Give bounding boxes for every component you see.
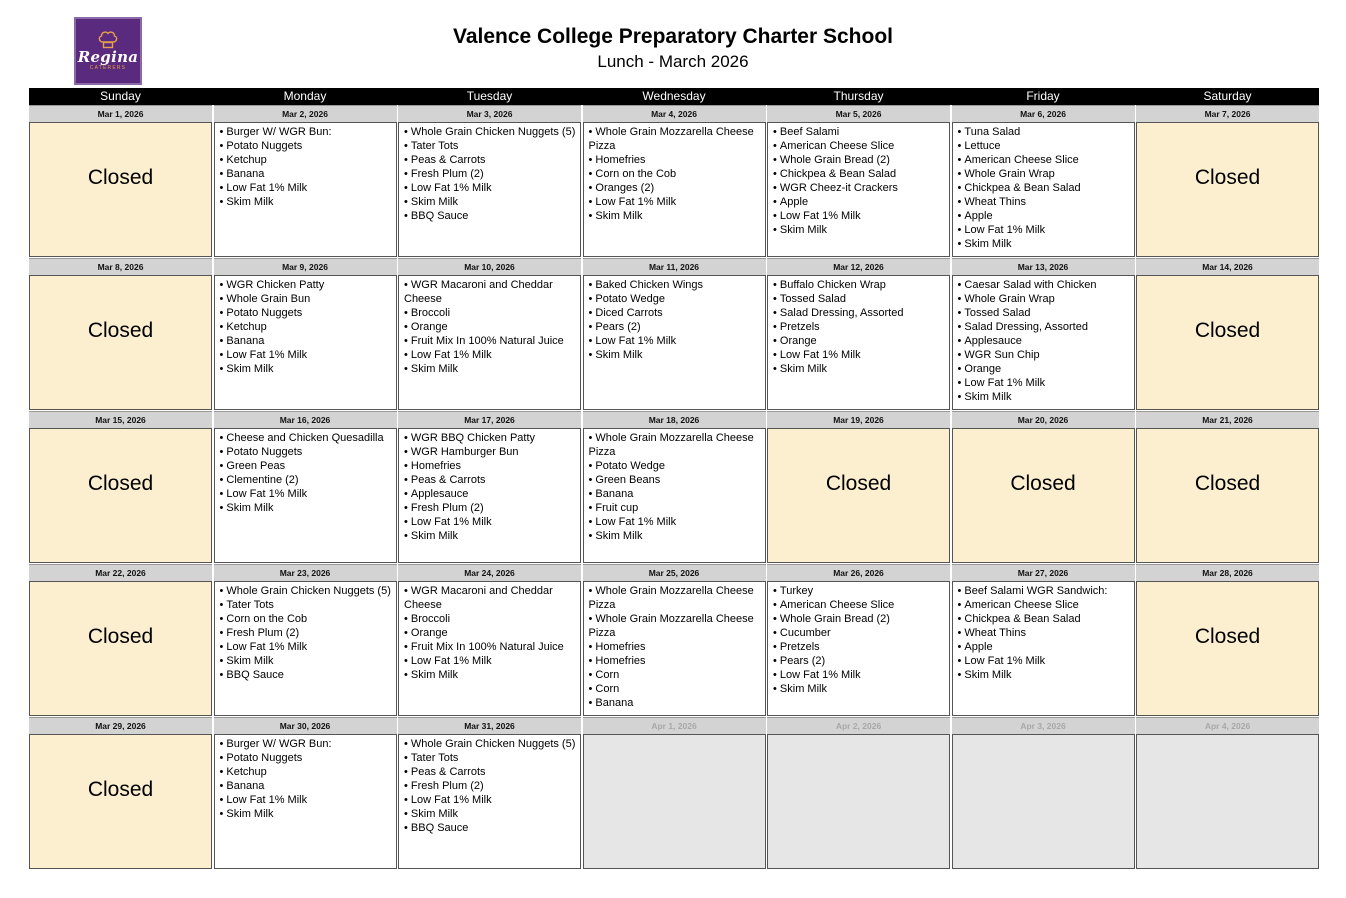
calendar-day-cell <box>398 564 581 717</box>
menu-item: • Tossed Salad <box>958 306 1130 320</box>
menu-item: • Skim Milk <box>589 348 761 362</box>
closed-label: Closed <box>87 165 154 189</box>
day-date-label: Mar 8, 2026 <box>29 258 212 275</box>
menu-item-list <box>215 582 396 682</box>
menu-item: • Low Fat 1% Milk <box>220 640 392 654</box>
menu-item: • BBQ Sauce <box>404 209 576 223</box>
menu-item: • Homefries <box>589 153 761 167</box>
menu-item: • Low Fat 1% Milk <box>958 376 1130 390</box>
menu-item: • Baked Chicken Wings <box>589 278 761 292</box>
menu-item: • Buffalo Chicken Wrap <box>773 278 945 292</box>
closed-label: Closed <box>1010 471 1076 495</box>
calendar-day-cell <box>214 717 397 870</box>
menu-item: • Low Fat 1% Milk <box>589 515 761 529</box>
day-date-label: Mar 6, 2026 <box>952 105 1135 122</box>
day-date-label: Mar 22, 2026 <box>29 564 212 581</box>
menu-item: • Fruit Mix In 100% Natural Juice <box>404 640 576 654</box>
menu-item: • Apple <box>773 195 945 209</box>
day-date-label: Mar 23, 2026 <box>214 564 397 581</box>
page-title: Valence College Preparatory Charter School <box>453 25 893 48</box>
menu-item: • Peas & Carrots <box>404 473 576 487</box>
calendar-day-cell <box>952 564 1135 717</box>
menu-item-list <box>399 276 580 376</box>
menu-item-list <box>399 735 580 835</box>
menu-item: • Oranges (2) <box>589 181 761 195</box>
menu-item: • Homefries <box>589 654 761 668</box>
calendar-day-cell <box>1136 105 1319 258</box>
menu-item: • Low Fat 1% Milk <box>958 223 1130 237</box>
menu-item: • Salad Dressing, Assorted <box>773 306 945 320</box>
menu-item: • Turkey <box>773 584 945 598</box>
closed-day-body <box>1136 581 1319 716</box>
menu-item: • Pears (2) <box>773 654 945 668</box>
calendar-day-cell <box>583 411 766 564</box>
menu-item: • WGR Macaroni and Cheddar Cheese <box>404 278 576 306</box>
menu-item: • American Cheese Slice <box>958 153 1130 167</box>
day-date-label: Mar 4, 2026 <box>583 105 766 122</box>
menu-item: • Skim Milk <box>220 501 392 515</box>
menu-item: • Low Fat 1% Milk <box>773 668 945 682</box>
day-date-label: Mar 21, 2026 <box>1136 411 1319 428</box>
closed-label: Closed <box>1194 318 1261 342</box>
menu-item: • Clementine (2) <box>220 473 392 487</box>
menu-item: • Skim Milk <box>404 668 576 682</box>
menu-item-list <box>215 276 396 376</box>
outside-month-body <box>583 734 766 869</box>
menu-item: • Fruit cup <box>589 501 761 515</box>
menu-item: • Chickpea & Bean Salad <box>958 181 1130 195</box>
day-date-label: Mar 11, 2026 <box>583 258 766 275</box>
day-date-label: Mar 15, 2026 <box>29 411 212 428</box>
calendar-day-cell <box>29 717 212 870</box>
menu-item: • Potato Nuggets <box>220 306 392 320</box>
menu-item: • American Cheese Slice <box>773 598 945 612</box>
menu-item: • Skim Milk <box>773 682 945 696</box>
closed-day-body <box>1136 428 1319 563</box>
closed-label: Closed <box>1194 471 1261 495</box>
menu-item: • Peas & Carrots <box>404 765 576 779</box>
menu-item: • Ketchup <box>220 320 392 334</box>
menu-item: • Broccoli <box>404 306 576 320</box>
menu-item: • Low Fat 1% Milk <box>404 348 576 362</box>
menu-item: • Orange <box>404 320 576 334</box>
menu-item: • Tater Tots <box>404 751 576 765</box>
menu-day-body <box>214 122 397 257</box>
menu-item: • Pretzels <box>773 640 945 654</box>
menu-day-body <box>214 581 397 716</box>
calendar-day-cell <box>398 717 581 870</box>
day-date-label: Mar 16, 2026 <box>214 411 397 428</box>
closed-day-body <box>1136 122 1319 257</box>
menu-item: • Fresh Plum (2) <box>404 501 576 515</box>
menu-day-body <box>398 122 581 257</box>
menu-item: • Potato Wedge <box>589 292 761 306</box>
menu-item: • WGR Sun Chip <box>958 348 1130 362</box>
menu-item: • Corn on the Cob <box>589 167 761 181</box>
menu-item: • Low Fat 1% Milk <box>589 195 761 209</box>
menu-item-list <box>953 276 1134 404</box>
day-date-label: Mar 29, 2026 <box>29 717 212 734</box>
menu-day-body <box>583 581 766 716</box>
menu-item-list <box>215 123 396 209</box>
closed-day-body <box>29 122 212 257</box>
outside-month-body <box>1136 734 1319 869</box>
day-date-label: Mar 1, 2026 <box>29 105 212 122</box>
menu-day-body <box>583 122 766 257</box>
menu-item: • Fresh Plum (2) <box>404 779 576 793</box>
calendar-weeks <box>29 105 1319 870</box>
calendar-day-cell <box>583 717 766 870</box>
menu-item-list <box>399 123 580 223</box>
menu-day-body <box>398 734 581 869</box>
menu-item: • Caesar Salad with Chicken <box>958 278 1130 292</box>
menu-item: • Low Fat 1% Milk <box>220 181 392 195</box>
closed-label: Closed <box>87 777 154 801</box>
closed-day-body <box>29 275 212 410</box>
day-date-label: Mar 20, 2026 <box>952 411 1135 428</box>
day-date-label: Mar 31, 2026 <box>398 717 581 734</box>
menu-item: • Chickpea & Bean Salad <box>958 612 1130 626</box>
menu-item: • Whole Grain Mozzarella Cheese Pizza <box>589 431 761 459</box>
menu-item-list <box>399 582 580 682</box>
calendar-day-cell <box>952 717 1135 870</box>
menu-item-list <box>768 123 949 237</box>
menu-item: • Whole Grain Chicken Nuggets (5) <box>404 737 576 751</box>
weekday-friday: Friday <box>1026 89 1060 103</box>
menu-item: • Whole Grain Bun <box>220 292 392 306</box>
calendar-day-cell <box>1136 411 1319 564</box>
menu-item: • Orange <box>958 362 1130 376</box>
menu-item: • Low Fat 1% Milk <box>404 793 576 807</box>
calendar-week-row <box>29 105 1319 258</box>
menu-item: • Whole Grain Chicken Nuggets (5) <box>404 125 576 139</box>
menu-item: • Skim Milk <box>404 529 576 543</box>
calendar-day-cell <box>214 105 397 258</box>
menu-item: • Skim Milk <box>220 195 392 209</box>
weekday-header-row <box>29 88 1319 105</box>
day-date-label: Mar 7, 2026 <box>1136 105 1319 122</box>
menu-day-body <box>398 581 581 716</box>
menu-day-body <box>398 275 581 410</box>
weekday-wednesday: Wednesday <box>642 89 706 103</box>
menu-item: • Tater Tots <box>220 598 392 612</box>
weekday-thursday: Thursday <box>833 89 884 103</box>
menu-item: • Whole Grain Bread (2) <box>773 612 945 626</box>
menu-item: • WGR Macaroni and Cheddar Cheese <box>404 584 576 612</box>
menu-item: • WGR Chicken Patty <box>220 278 392 292</box>
day-date-label: Apr 2, 2026 <box>767 717 950 734</box>
calendar-day-cell <box>767 105 950 258</box>
menu-item: • Applesauce <box>958 334 1130 348</box>
day-date-label: Mar 30, 2026 <box>214 717 397 734</box>
menu-item: • Low Fat 1% Milk <box>404 181 576 195</box>
calendar-week-row <box>29 564 1319 717</box>
menu-item: • Cucumber <box>773 626 945 640</box>
menu-item: • Low Fat 1% Milk <box>773 209 945 223</box>
menu-item-list <box>953 123 1134 251</box>
menu-item: • Low Fat 1% Milk <box>220 793 392 807</box>
closed-label: Closed <box>87 624 154 648</box>
menu-item: • Skim Milk <box>958 668 1130 682</box>
menu-item-list <box>768 582 949 696</box>
menu-item: • Potato Nuggets <box>220 751 392 765</box>
closed-day-body <box>29 734 212 869</box>
menu-item-list <box>399 429 580 543</box>
day-date-label: Mar 25, 2026 <box>583 564 766 581</box>
menu-item: • Skim Milk <box>773 223 945 237</box>
menu-day-body <box>952 275 1135 410</box>
calendar-day-cell <box>952 105 1135 258</box>
menu-item: • Low Fat 1% Milk <box>220 348 392 362</box>
menu-item: • Burger W/ WGR Bun: <box>220 125 392 139</box>
menu-item: • Fresh Plum (2) <box>404 167 576 181</box>
closed-day-body <box>767 428 950 563</box>
menu-item: • WGR Cheez-it Crackers <box>773 181 945 195</box>
menu-item: • Banana <box>220 334 392 348</box>
day-date-label: Apr 3, 2026 <box>952 717 1135 734</box>
menu-item: • Fresh Plum (2) <box>220 626 392 640</box>
menu-item: • Low Fat 1% Milk <box>404 654 576 668</box>
calendar-week-row <box>29 411 1319 564</box>
menu-item: • Diced Carrots <box>589 306 761 320</box>
weekday-sunday: Sunday <box>100 89 141 103</box>
menu-item: • BBQ Sauce <box>404 821 576 835</box>
menu-item: • Salad Dressing, Assorted <box>958 320 1130 334</box>
day-date-label: Mar 2, 2026 <box>214 105 397 122</box>
closed-label: Closed <box>1194 165 1261 189</box>
menu-item: • Low Fat 1% Milk <box>773 348 945 362</box>
weekday-saturday: Saturday <box>1203 89 1252 103</box>
calendar-day-cell <box>214 411 397 564</box>
closed-day-body <box>29 581 212 716</box>
calendar-day-cell <box>29 105 212 258</box>
day-date-label: Mar 5, 2026 <box>767 105 950 122</box>
menu-item: • Pears (2) <box>589 320 761 334</box>
menu-item: • Low Fat 1% Milk <box>589 334 761 348</box>
menu-item: • Whole Grain Mozzarella Cheese Pizza <box>589 584 761 612</box>
calendar-week-row <box>29 717 1319 870</box>
menu-day-body <box>583 275 766 410</box>
menu-item: • Skim Milk <box>220 362 392 376</box>
menu-item: • Skim Milk <box>220 654 392 668</box>
outside-month-body <box>767 734 950 869</box>
menu-item: • Banana <box>589 487 761 501</box>
menu-item: • American Cheese Slice <box>773 139 945 153</box>
calendar-day-cell <box>767 717 950 870</box>
calendar-day-cell <box>29 564 212 717</box>
lunch-calendar <box>29 88 1319 870</box>
calendar-day-cell <box>767 564 950 717</box>
menu-item: • Banana <box>220 779 392 793</box>
day-date-label: Mar 28, 2026 <box>1136 564 1319 581</box>
menu-item: • Potato Nuggets <box>220 139 392 153</box>
menu-day-body <box>767 122 950 257</box>
menu-item: • Potato Nuggets <box>220 445 392 459</box>
closed-label: Closed <box>1194 624 1261 648</box>
menu-item: • Applesauce <box>404 487 576 501</box>
calendar-day-cell <box>583 258 766 411</box>
calendar-day-cell <box>398 258 581 411</box>
menu-item: • Peas & Carrots <box>404 153 576 167</box>
weekday-tuesday: Tuesday <box>466 89 513 103</box>
menu-item: • Green Beans <box>589 473 761 487</box>
calendar-day-cell <box>398 105 581 258</box>
menu-item: • Cheese and Chicken Quesadilla <box>220 431 392 445</box>
menu-item: • Broccoli <box>404 612 576 626</box>
menu-item: • Orange <box>773 334 945 348</box>
menu-item: • Banana <box>589 696 761 710</box>
day-date-label: Mar 10, 2026 <box>398 258 581 275</box>
day-date-label: Apr 4, 2026 <box>1136 717 1319 734</box>
day-date-label: Mar 24, 2026 <box>398 564 581 581</box>
menu-item: • Wheat Thins <box>958 626 1130 640</box>
menu-item-list <box>584 582 765 710</box>
closed-day-body <box>29 428 212 563</box>
page-subtitle: Lunch - March 2026 <box>597 52 749 71</box>
menu-item: • Pretzels <box>773 320 945 334</box>
menu-item: • Skim Milk <box>404 362 576 376</box>
menu-item: • Whole Grain Wrap <box>958 292 1130 306</box>
weekday-monday: Monday <box>283 89 327 103</box>
menu-item-list <box>215 735 396 821</box>
calendar-day-cell <box>214 258 397 411</box>
day-date-label: Mar 18, 2026 <box>583 411 766 428</box>
menu-day-body <box>398 428 581 563</box>
menu-item: • Skim Milk <box>220 807 392 821</box>
menu-item: • Ketchup <box>220 153 392 167</box>
menu-item: • Corn <box>589 682 761 696</box>
outside-month-body <box>952 734 1135 869</box>
calendar-day-cell <box>1136 258 1319 411</box>
menu-item: • American Cheese Slice <box>958 598 1130 612</box>
closed-label: Closed <box>87 471 154 495</box>
menu-item: • WGR BBQ Chicken Patty <box>404 431 576 445</box>
day-date-label: Mar 27, 2026 <box>952 564 1135 581</box>
menu-day-body <box>214 734 397 869</box>
menu-item: • Whole Grain Chicken Nuggets (5) <box>220 584 392 598</box>
menu-day-body <box>214 428 397 563</box>
calendar-day-cell <box>214 564 397 717</box>
menu-day-body <box>952 581 1135 716</box>
calendar-day-cell <box>767 411 950 564</box>
calendar-day-cell <box>952 258 1135 411</box>
closed-day-body <box>1136 275 1319 410</box>
menu-item: • Low Fat 1% Milk <box>404 515 576 529</box>
menu-item: • Wheat Thins <box>958 195 1130 209</box>
day-date-label: Mar 9, 2026 <box>214 258 397 275</box>
menu-item: • Green Peas <box>220 459 392 473</box>
day-date-label: Mar 14, 2026 <box>1136 258 1319 275</box>
closed-day-body <box>952 428 1135 563</box>
menu-day-body <box>767 581 950 716</box>
calendar-day-cell <box>1136 717 1319 870</box>
menu-item-list <box>215 429 396 515</box>
menu-item: • Skim Milk <box>404 195 576 209</box>
menu-item: • Fruit Mix In 100% Natural Juice <box>404 334 576 348</box>
menu-item: • Corn on the Cob <box>220 612 392 626</box>
calendar-day-cell <box>767 258 950 411</box>
day-date-label: Mar 19, 2026 <box>767 411 950 428</box>
menu-item: • Whole Grain Wrap <box>958 167 1130 181</box>
menu-item: • Beef Salami <box>773 125 945 139</box>
menu-item: • Tater Tots <box>404 139 576 153</box>
menu-item: • Skim Milk <box>958 237 1130 251</box>
menu-item: • BBQ Sauce <box>220 668 392 682</box>
day-date-label: Apr 1, 2026 <box>583 717 766 734</box>
menu-item: • Whole Grain Bread (2) <box>773 153 945 167</box>
menu-item: • Apple <box>958 209 1130 223</box>
menu-item: • Homefries <box>404 459 576 473</box>
menu-item: • Burger W/ WGR Bun: <box>220 737 392 751</box>
menu-item: • Corn <box>589 668 761 682</box>
day-date-label: Mar 13, 2026 <box>952 258 1135 275</box>
menu-item: • Low Fat 1% Milk <box>220 487 392 501</box>
calendar-day-cell <box>1136 564 1319 717</box>
calendar-day-cell <box>583 564 766 717</box>
menu-item: • Skim Milk <box>589 529 761 543</box>
menu-item: • Chickpea & Bean Salad <box>773 167 945 181</box>
menu-item: • Apple <box>958 640 1130 654</box>
day-date-label: Mar 26, 2026 <box>767 564 950 581</box>
menu-item: • Tuna Salad <box>958 125 1130 139</box>
menu-item: • Skim Milk <box>404 807 576 821</box>
calendar-day-cell <box>29 258 212 411</box>
calendar-week-row <box>29 258 1319 411</box>
calendar-day-cell <box>398 411 581 564</box>
closed-label: Closed <box>87 318 154 342</box>
logo-subtitle: CATERERS <box>89 65 127 71</box>
day-date-label: Mar 12, 2026 <box>767 258 950 275</box>
day-date-label: Mar 3, 2026 <box>398 105 581 122</box>
menu-item-list <box>584 123 765 223</box>
menu-item: • Orange <box>404 626 576 640</box>
menu-item: • Low Fat 1% Milk <box>958 654 1130 668</box>
menu-item-list <box>768 276 949 376</box>
menu-item: • Whole Grain Mozzarella Cheese Pizza <box>589 612 761 640</box>
menu-item-list <box>584 276 765 362</box>
menu-item: • Lettuce <box>958 139 1130 153</box>
menu-item-list <box>584 429 765 543</box>
menu-item: • Skim Milk <box>589 209 761 223</box>
menu-day-body <box>214 275 397 410</box>
menu-day-body <box>767 275 950 410</box>
day-date-label: Mar 17, 2026 <box>398 411 581 428</box>
menu-item: • Homefries <box>589 640 761 654</box>
menu-item: • Tossed Salad <box>773 292 945 306</box>
menu-item: • Beef Salami WGR Sandwich: <box>958 584 1130 598</box>
menu-item: • Skim Milk <box>958 390 1130 404</box>
menu-item: • WGR Hamburger Bun <box>404 445 576 459</box>
menu-day-body <box>952 122 1135 257</box>
menu-day-body <box>583 428 766 563</box>
calendar-day-cell <box>29 411 212 564</box>
menu-item: • Potato Wedge <box>589 459 761 473</box>
calendar-day-cell <box>583 105 766 258</box>
menu-item: • Skim Milk <box>773 362 945 376</box>
calendar-day-cell <box>952 411 1135 564</box>
menu-item: • Whole Grain Mozzarella Cheese Pizza <box>589 125 761 153</box>
closed-label: Closed <box>825 471 892 495</box>
menu-item-list <box>953 582 1134 682</box>
logo-name: Regina <box>77 48 139 66</box>
menu-item: • Ketchup <box>220 765 392 779</box>
menu-item: • Banana <box>220 167 392 181</box>
